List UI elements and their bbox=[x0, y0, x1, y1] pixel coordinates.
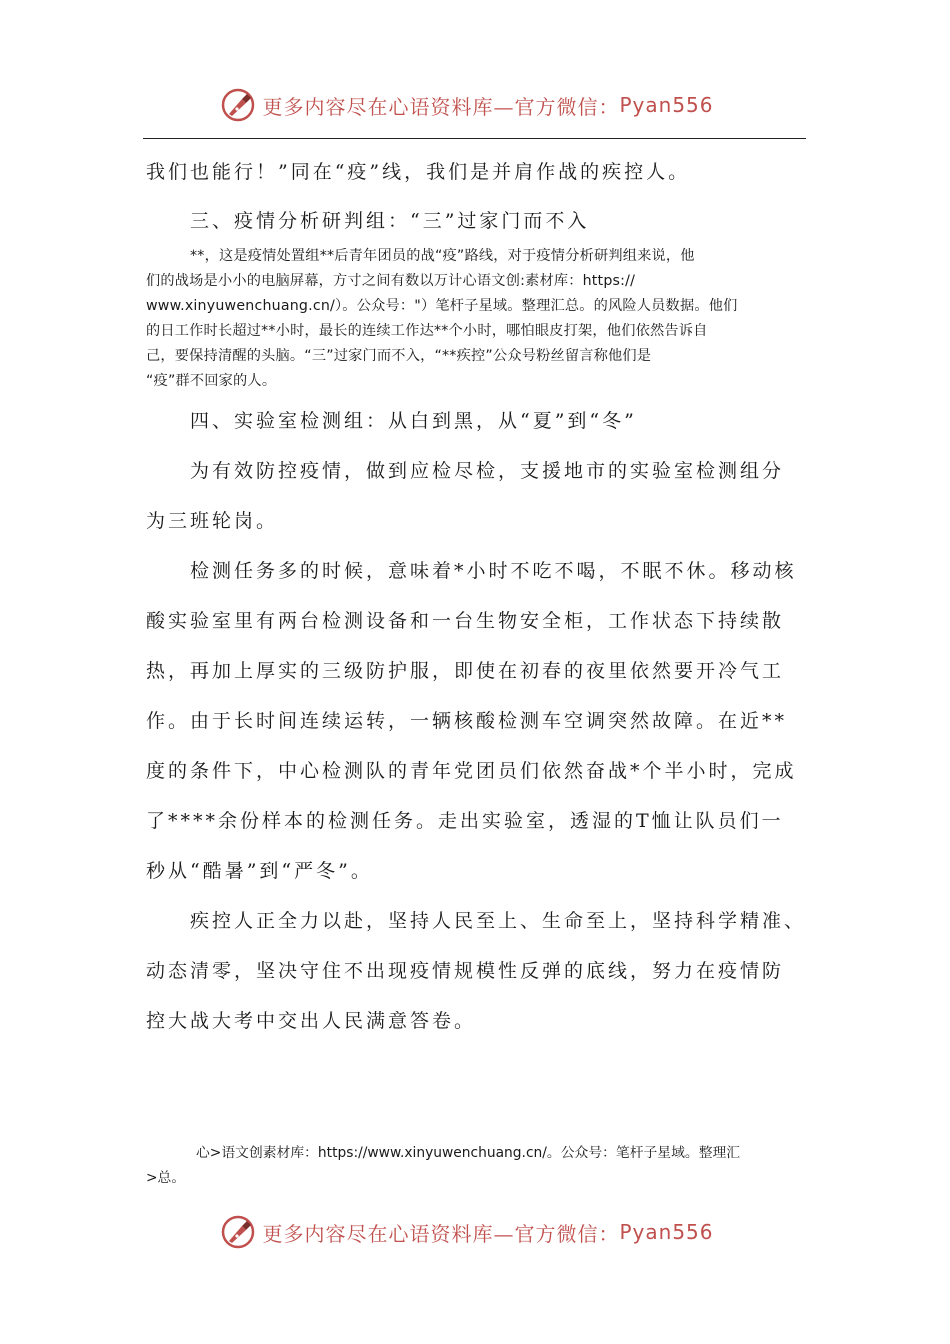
para-3-line: www.xinyuwenchuang.cn/）。公众号："）笔杆子星域。整理汇总。的风险人员数据。他们 bbox=[146, 298, 738, 314]
footer-banner bbox=[0, 1212, 950, 1252]
footer-banner-brand: Pyan556 bbox=[619, 1220, 714, 1244]
para-3-line: 的日工作时长超过**小时，最长的连续工作达**个小时，哪怕眼皮打架，他们依然告诉自 bbox=[146, 323, 708, 339]
header-banner bbox=[0, 85, 950, 125]
para-4b-line: 作。由于长时间连续运转，一辆核酸检测车空调突然故障。在近** bbox=[146, 710, 788, 732]
para-5-line: 疾控人正全力以赴，坚持人民至上、生命至上，坚持科学精准、 bbox=[190, 910, 807, 932]
para-4b-line: 酸实验室里有两台检测设备和一台生物安全柜，工作状态下持续散 bbox=[146, 610, 785, 632]
para-4b-line: 热，再加上厚实的三级防护服，即使在初春的夜里依然要开冷气工 bbox=[146, 660, 785, 682]
header-divider bbox=[143, 138, 806, 139]
para-4a-line: 为三班轮岗。 bbox=[146, 510, 279, 532]
para-4b-line: 检测任务多的时候，意味着*小时不吃不喝，不眠不休。移动核 bbox=[190, 560, 797, 582]
header-banner-text: 更多内容尽在心语资料库—官方微信： bbox=[262, 94, 620, 119]
para-3-line: 己，要保持清醒的头脑。“三”过家门而不入，“**疾控”公众号粉丝留言称他们是 bbox=[146, 348, 652, 364]
para-4b-line: 度的条件下，中心检测队的青年党团员们依然奋战*个半小时，完成 bbox=[146, 760, 797, 782]
pen-nib-icon bbox=[220, 1214, 256, 1250]
para-4b-line: 秒从“酷暑”到“严冬”。 bbox=[146, 860, 373, 882]
pen-nib-icon bbox=[220, 87, 256, 123]
para-4a-line: 为有效防控疫情，做到应检尽检，支援地市的实验室检测组分 bbox=[190, 460, 785, 482]
para-3-line: 们的战场是小小的电脑屏幕，方寸之间有数以万计心语文创:素材库：https:// bbox=[146, 273, 636, 289]
body-line: 我们也能行！”同在“疫”线，我们是并肩作战的疾控人。 bbox=[146, 161, 691, 183]
para-4b-line: 了****余份样本的检测任务。走出实验室，透湿的T恤让队员们一 bbox=[146, 810, 784, 832]
footnote-line: >总。 bbox=[146, 1170, 186, 1186]
header-banner-brand: Pyan556 bbox=[619, 93, 714, 117]
footer-banner-text: 更多内容尽在心语资料库—官方微信： bbox=[262, 1221, 620, 1246]
section-heading-4: 四、实验室检测组：从白到黑，从“夏”到“冬” bbox=[190, 410, 637, 432]
para-5-line: 动态清零，坚决守住不出现疫情规模性反弹的底线，努力在疫情防 bbox=[146, 960, 785, 982]
para-5-line: 控大战大考中交出人民满意答卷。 bbox=[146, 1010, 477, 1032]
para-3-line: “疫”群不回家的人。 bbox=[146, 373, 277, 389]
footnote-line: 心>语文创素材库：https://www.xinyuwenchuang.cn/。公众号：笔杆子星域。整理汇 bbox=[196, 1145, 741, 1161]
section-heading-3: 三、疫情分析研判组：“三”过家门而不入 bbox=[190, 210, 590, 232]
para-3-line: **，这是疫情处置组**后青年团员的战“疫”路线，对于疫情分析研判组来说，他 bbox=[190, 248, 695, 264]
